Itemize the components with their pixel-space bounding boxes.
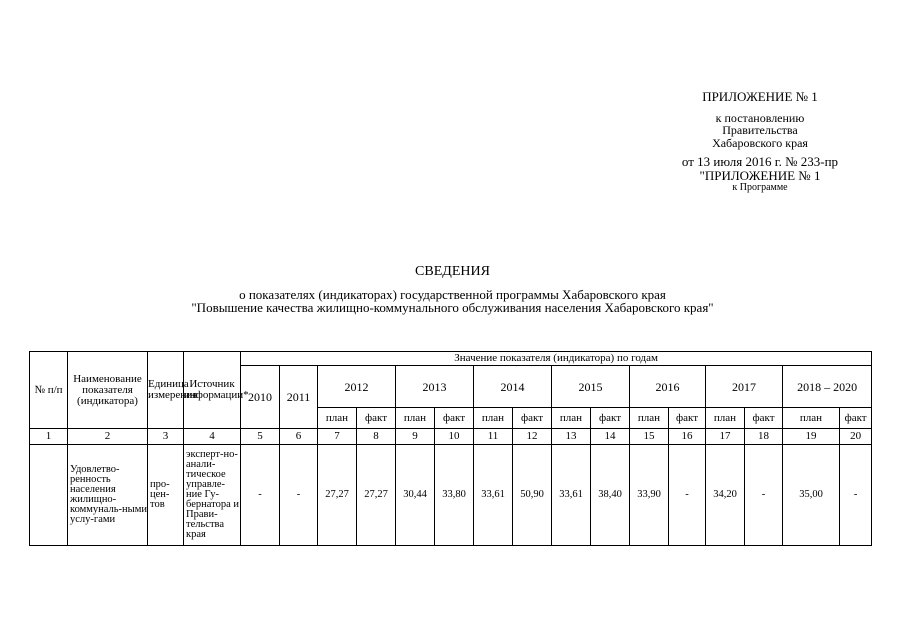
row-value-2012-fact: 27,27 <box>357 445 396 546</box>
appendix-line: к постановлению <box>715 110 805 125</box>
row-value-2013-fact: 33,80 <box>435 445 474 546</box>
row-value-2018-2020-fact: - <box>840 445 872 546</box>
document-subtitle: о показателях (индикаторах) государственной программы Хабаровского края <box>239 286 666 302</box>
appendix-line: Правительства <box>722 123 798 138</box>
indicators-table <box>29 351 872 546</box>
subheader-plan: план <box>706 408 745 429</box>
column-number: 5 <box>241 429 280 445</box>
row-value-2013-plan: 30,44 <box>396 445 435 546</box>
column-number: 6 <box>280 429 318 445</box>
column-number: 15 <box>630 429 669 445</box>
subheader-plan: план <box>630 408 669 429</box>
column-number: 17 <box>706 429 745 445</box>
program-name: "Повышение качества жилищно-коммунального обслуживания населения Хабаровского края" <box>191 300 714 316</box>
subheader-plan: план <box>396 408 435 429</box>
column-number: 8 <box>357 429 396 445</box>
table-row <box>30 445 872 546</box>
document-heading <box>0 265 905 315</box>
column-number: 3 <box>148 429 184 445</box>
appendix-title: ПРИЛОЖЕНИЕ № 1 <box>702 89 818 104</box>
subheader-plan: план <box>318 408 357 429</box>
column-number: 10 <box>435 429 474 445</box>
subheader-plan: план <box>552 408 591 429</box>
row-source: эксперт-но-анали-тическое управле-ние Гу-бернатора и Прави-тельства края <box>184 445 241 546</box>
column-number: 9 <box>396 429 435 445</box>
column-number: 20 <box>840 429 872 445</box>
row-no <box>30 445 68 546</box>
row-value-2018-2020-plan: 35,00 <box>783 445 840 546</box>
year-2015: 2015 <box>552 366 630 408</box>
year-2012: 2012 <box>318 366 396 408</box>
subheader-fact: факт <box>745 408 783 429</box>
appendix-block <box>640 90 880 193</box>
row-value-2016-plan: 33,90 <box>630 445 669 546</box>
row-value-2011: - <box>280 445 318 546</box>
row-value-2010: - <box>241 445 280 546</box>
header-unit: Единица измерения <box>148 352 184 429</box>
row-value-2014-plan: 33,61 <box>474 445 513 546</box>
column-number: 14 <box>591 429 630 445</box>
appendix-line: Хабаровского края <box>712 135 808 150</box>
header-source: Источник информации* <box>184 352 241 429</box>
row-value-2014-fact: 50,90 <box>513 445 552 546</box>
year-2011: 2011 <box>280 366 318 429</box>
row-indicator-name: Удовлетво-ренность населения жилищно-коммуналь-ными услу-гами <box>68 445 148 546</box>
year-2010: 2010 <box>241 366 280 429</box>
row-value-2012-plan: 27,27 <box>318 445 357 546</box>
subheader-fact: факт <box>591 408 630 429</box>
subheader-fact: факт <box>669 408 706 429</box>
year-2017: 2017 <box>706 366 783 408</box>
subheader-fact: факт <box>513 408 552 429</box>
row-value-2015-plan: 33,61 <box>552 445 591 546</box>
row-value-2017-fact: - <box>745 445 783 546</box>
subheader-plan: план <box>783 408 840 429</box>
subheader-plan: план <box>474 408 513 429</box>
year-2013: 2013 <box>396 366 474 408</box>
column-number: 12 <box>513 429 552 445</box>
subheader-fact: факт <box>435 408 474 429</box>
appendix-program-line: к Программе <box>732 181 788 193</box>
row-value-2015-fact: 38,40 <box>591 445 630 546</box>
year-2016: 2016 <box>630 366 706 408</box>
subheader-fact: факт <box>840 408 872 429</box>
row-unit: про-цен-тов <box>148 445 184 546</box>
header-no: № п/п <box>30 352 68 429</box>
appendix-date: от 13 июля 2016 г. № 233-пр <box>681 154 839 170</box>
column-number: 16 <box>669 429 706 445</box>
subheader-fact: факт <box>357 408 396 429</box>
column-number: 11 <box>474 429 513 445</box>
header-values-by-year: Значение показателя (индикатора) по годам <box>241 352 872 366</box>
header-name: Наименование показателя (индикатора) <box>68 352 148 429</box>
column-number: 7 <box>318 429 357 445</box>
document-title: СВЕДЕНИЯ <box>415 264 490 279</box>
appendix-program-title: "ПРИЛОЖЕНИЕ № 1 <box>699 168 821 184</box>
year-2014: 2014 <box>474 366 552 408</box>
column-number: 13 <box>552 429 591 445</box>
column-number: 19 <box>783 429 840 445</box>
year-2018-2020: 2018 – 2020 <box>783 366 872 408</box>
column-number: 1 <box>30 429 68 445</box>
row-value-2017-plan: 34,20 <box>706 445 745 546</box>
column-number: 18 <box>745 429 783 445</box>
column-number: 4 <box>184 429 241 445</box>
row-value-2016-fact: - <box>669 445 706 546</box>
column-number: 2 <box>68 429 148 445</box>
